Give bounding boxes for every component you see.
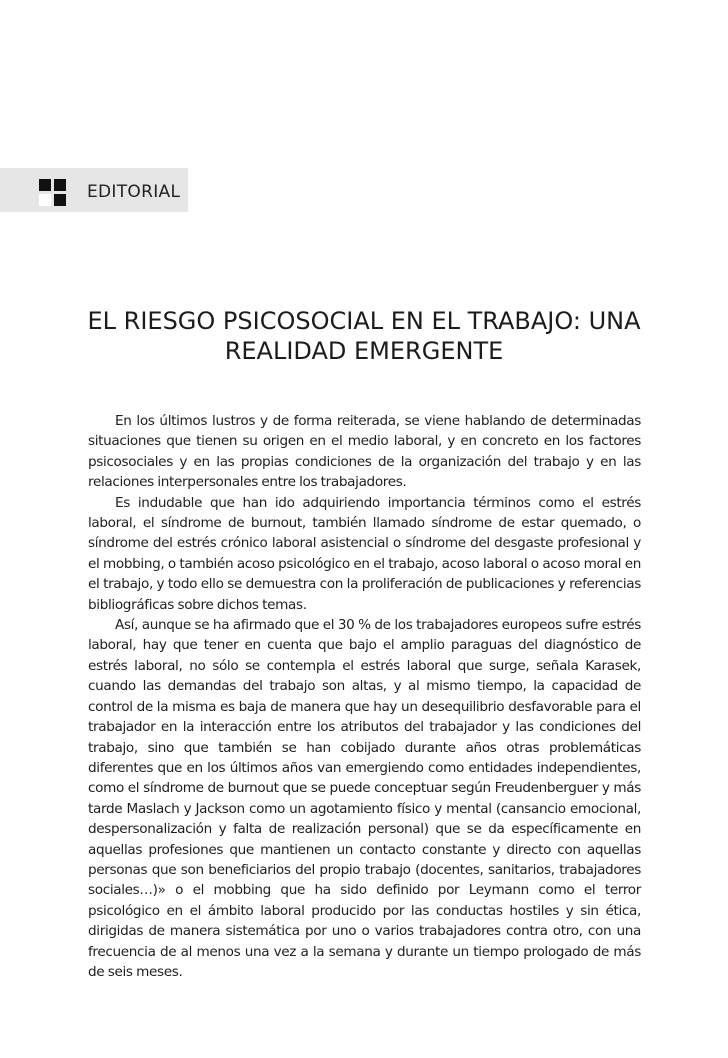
article-title-line-1: EL RIESGO PSICOSOCIAL EN EL TRABAJO: UNA	[87, 307, 641, 335]
article-body	[88, 411, 641, 982]
body-paragraph-2: Es indudable que han ido adquiriendo importancia términos como el estrés laboral, el síndrome de burnout, también llamado síndrome de estar quemado, o síndrome del estrés crónico laboral asistencial o síndrome del desgaste profesional y el mobbing, o también acoso psicológico en el trabajo, acoso laboral o acoso moral en el trabajo, y todo ello se demuestra con la proliferación de publicaciones y referencias bibliográficas sobre dichos temas.	[88, 494, 641, 613]
article-title	[86, 306, 642, 366]
logo-square-bottom-left	[39, 194, 51, 206]
editorial-squares-icon	[39, 179, 67, 207]
section-label: EDITORIAL	[87, 182, 181, 202]
article-title-line-2: REALIDAD EMERGENTE	[224, 337, 504, 365]
body-paragraph-3: Así, aunque se ha afirmado que el 30 % de los trabajadores europeos sufre estrés laboral, hay que tener en cuenta que bajo el amplio paraguas del diagnóstico de estrés laboral, no sólo se contempla el estrés laboral que surge, señala Karasek, cuando las demandas del trabajo son altas, y al mismo tiempo, la capacidad de control de la misma es baja de manera que hay un desequilibrio desfavorable para el trabajador en la interacción entre los atributos del trabajador y las condiciones del trabajo, sino que también se han cobijado durante años otras problemáticas diferentes que en los últimos años van emergiendo como entidades independientes, como el síndrome de burnout que se puede conceptuar según Freudenberguer y más tarde Maslach y Jackson como un agotamiento físico y mental (cansancio emocional, despersonalización y falta de realización personal) que se da específicamente en aquellas profesiones que mantienen un contacto constante y directo con aquellas personas que son beneficiarios del propio trabajo (docentes, sanitarios, trabajadores sociales…)» o el mobbing que ha sido definido por Leymann como el terror psicológico en el ámbito laboral producido por las conductas hostiles y sin ética, dirigidas de manera sistemática por uno o varios trabajadores contra otro, con una frecuencia de al menos una vez a la semana y durante un tiempo prologado de más de seis meses.	[88, 617, 641, 980]
logo-square-top-right	[54, 179, 66, 191]
logo-square-top-left	[39, 179, 51, 191]
body-paragraph-1: En los últimos lustros y de forma reiterada, se viene hablando de determinadas situaciones que tienen su origen en el medio laboral, y en concreto en los factores psicosociales y en las propias condiciones de la organización del trabajo y en las relaciones interpersonales entre los trabajadores.	[88, 413, 641, 491]
logo-square-bottom-right	[54, 194, 66, 206]
